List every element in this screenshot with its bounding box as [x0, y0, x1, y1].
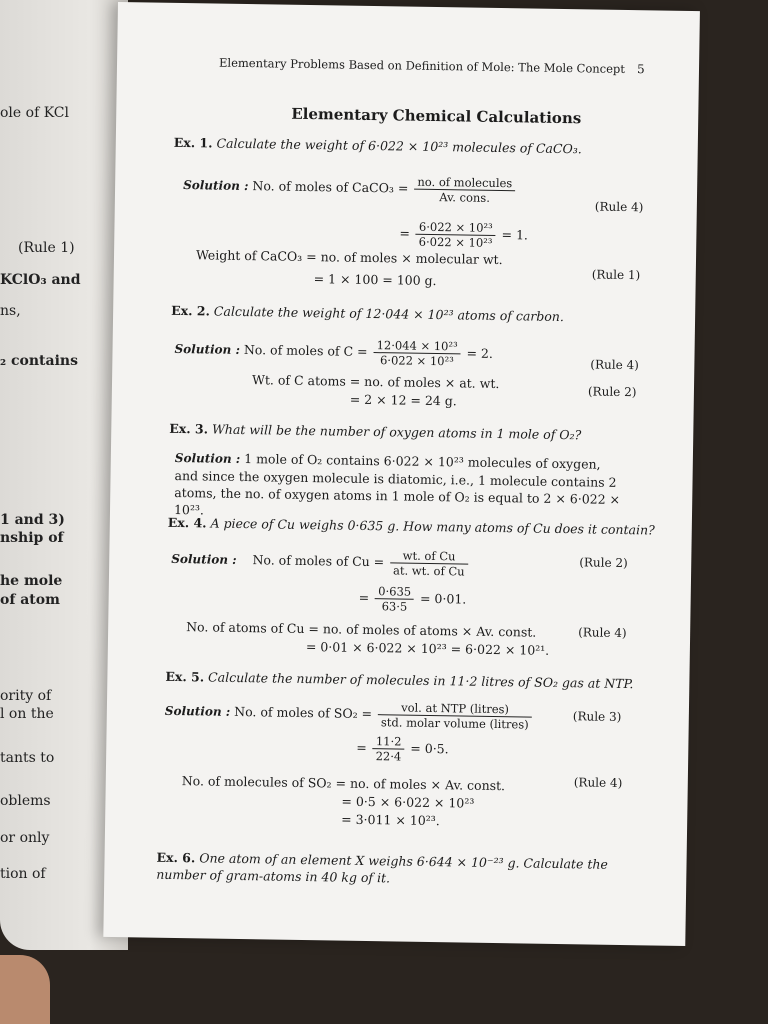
- ex4-solution-line2: = $\frac{0\cdot 635}{63\cdot 5}$ = 0·01.: [358, 584, 467, 614]
- left-fragment: oblems: [0, 793, 51, 809]
- ex5-label: Ex. 5.: [165, 668, 205, 685]
- ex1-question-line: [174, 135, 582, 156]
- ex5-solution-line1: [165, 697, 534, 732]
- ex3-question: What will be the number of oxygen atoms in 1 mole of O₂?: [211, 421, 582, 443]
- ex2-question: Calculate the weight of 12·044 × 10²³ atoms of carbon.: [213, 303, 564, 325]
- ex5-frac2-num: 11·2: [373, 734, 405, 749]
- ex2-line3: = 2 × 12 = 24 g.: [349, 391, 457, 409]
- ex4-rule1: (Rule 2): [579, 555, 628, 571]
- ex2-rule2: (Rule 2): [587, 384, 637, 400]
- ex4-frac1-den: at. wt. of Cu: [392, 563, 465, 579]
- left-fragment: nship of: [0, 530, 64, 546]
- ex5-question-line: [165, 669, 633, 691]
- ex2-rule1: (Rule 4): [590, 357, 639, 373]
- left-fragment: tion of: [0, 866, 46, 882]
- ex3-solution-text: 1 mole of O₂ contains 6·022 × 10²³ molecules of oxygen, and since the oxygen molecule is diatomic, i.e., 1 molecule contains 2 atoms, the no. of oxygen atoms in 1 mole of O₂ is equal to 2 × 6·022 × 10²³.: [173, 451, 621, 518]
- ex1-frac2-den: 6·022 × 10²³: [418, 234, 493, 250]
- ex5-line1-lhs: No. of moles of SO₂ =: [234, 703, 373, 722]
- ex5-line5: = 3·011 × 10²³.: [341, 811, 440, 829]
- left-fragment: of atom: [0, 592, 60, 608]
- ex4-label: Ex. 4.: [167, 514, 207, 531]
- ex2-fraction: [373, 338, 460, 368]
- ex4-line4: = 0·01 × 6·022 × 10²³ = 6·022 × 10²¹.: [305, 639, 550, 658]
- ex1-solution-line2: = $\frac{\text{6·022 × 10²³}}{\text{6·022 × 10²³}}$ = 1.: [399, 219, 529, 250]
- ex5-question: Calculate the number of molecules in 11·2 litres of SO₂ gas at NTP.: [208, 669, 634, 692]
- ex2-question-line: [171, 303, 564, 324]
- ex1-solution-line1: [183, 171, 517, 205]
- ex5-fraction2: [373, 734, 405, 763]
- left-fragment: ₂ contains: [0, 353, 78, 369]
- ex5-solution-line2: = $\frac{11\cdot 2}{22\cdot 4}$ = 0·5.: [356, 734, 449, 764]
- ex4-frac2-num: 0·635: [375, 584, 414, 600]
- ex4-line1-lhs: No. of moles of Cu =: [252, 552, 385, 570]
- ex1-fraction2: [416, 220, 496, 250]
- ex4-line3: No. of atoms of Cu = no. of moles of atoms × Av. const.: [186, 619, 537, 640]
- ex5-frac2-rhs: = 0·5.: [410, 740, 449, 757]
- ex1-line4: = 1 × 100 = 100 g.: [313, 271, 437, 289]
- ex5-line4: = 0·5 × 6·022 × 10²³: [341, 793, 475, 811]
- left-fragment: ole of KCl: [0, 105, 69, 121]
- ex1-line1-lhs: No. of moles of CaCO₃ =: [252, 178, 409, 196]
- ex2-line1-lhs: No. of moles of C =: [243, 342, 368, 359]
- ex6-question: One atom of an element X weighs 6·644 × 10⁻²³ g. Calculate the number of gram-atoms in 40 kg of it.: [156, 850, 608, 886]
- ex4-solution-label: Solution :: [171, 551, 237, 567]
- ex5-rule1: (Rule 3): [572, 709, 622, 724]
- left-fragment: 1 and 3): [0, 512, 65, 528]
- ex1-solution-label: Solution :: [183, 178, 249, 194]
- ex1-question: Calculate the weight of 6·022 × 10²³ molecules of CaCO₃.: [216, 135, 582, 157]
- ex2-frac-den: 6·022 × 10²³: [379, 353, 454, 369]
- ex6-label: Ex. 6.: [156, 849, 196, 866]
- ex4-frac2-rhs: = 0·01.: [419, 590, 467, 607]
- ex3-solution: [174, 449, 625, 525]
- ex1-frac1-den: Av. cons.: [439, 190, 491, 205]
- ex1-rule1: (Rule 4): [594, 199, 644, 215]
- left-fragment: ority of: [0, 688, 52, 704]
- section-title: Elementary Chemical Calculations: [291, 104, 582, 128]
- ex4-question: A piece of Cu weighs 0·635 g. How many atoms of Cu does it contain?: [210, 515, 655, 538]
- ex2-label: Ex. 2.: [171, 302, 211, 319]
- ex5-rule2: (Rule 4): [573, 775, 623, 791]
- thumb: [0, 955, 50, 1024]
- ex4-solution-line1: [171, 545, 470, 579]
- left-fragment: (Rule 1): [18, 240, 75, 256]
- ex1-frac2-num: 6·022 × 10²³: [416, 220, 496, 236]
- ex5-solution-label: Solution :: [164, 703, 231, 719]
- ex1-label: Ex. 1.: [173, 134, 213, 151]
- ex3-label: Ex. 3.: [169, 420, 209, 437]
- ex6-question-block: [156, 849, 626, 890]
- ex2-frac-num: 12·044 × 10²³: [374, 338, 461, 354]
- ex2-solution-line1: [174, 335, 493, 369]
- left-fragment: ns,: [0, 303, 21, 319]
- ex4-frac1-num: wt. of Cu: [390, 548, 468, 564]
- ex1-line3: Weight of CaCO₃ = no. of moles × molecular wt.: [195, 247, 503, 268]
- ex5-frac2-den: 22·4: [375, 749, 402, 764]
- right-page: [103, 2, 700, 946]
- ex1-frac1-num: no. of molecules: [414, 175, 515, 192]
- ex2-line2: Wt. of C atoms = no. of moles × at. wt.: [251, 372, 500, 392]
- ex5-frac1-num: vol. at NTP (litres): [378, 700, 532, 717]
- ex1-frac2-rhs: = 1.: [501, 227, 529, 243]
- left-fragment: he mole: [0, 573, 63, 589]
- left-fragment: or only: [0, 830, 50, 846]
- page-number: 5: [636, 62, 645, 77]
- ex4-fraction1: [390, 548, 468, 578]
- left-fragment: KClO₃ and: [0, 272, 81, 288]
- ex1-rule2: (Rule 1): [591, 267, 641, 283]
- left-fragment: tants to: [0, 750, 55, 766]
- ex3-question-line: [169, 421, 581, 442]
- ex5-frac1-den: std. molar volume (litres): [380, 715, 529, 732]
- ex2-frac-rhs: = 2.: [466, 345, 494, 361]
- ex2-solution-label: Solution :: [174, 341, 241, 357]
- ex4-fraction2: [375, 584, 414, 614]
- ex5-fraction1: [378, 700, 532, 731]
- running-header: Elementary Problems Based on Definition of Mole: The Mole Concept: [218, 55, 626, 76]
- left-fragment: l on the: [0, 706, 54, 722]
- ex3-solution-label: Solution :: [174, 450, 241, 466]
- ex1-fraction1: [414, 175, 515, 206]
- ex5-line3: No. of molecules of SO₂ = no. of moles × Av. const.: [181, 773, 506, 794]
- ex4-rule2: (Rule 4): [578, 625, 627, 641]
- ex4-frac2-den: 63·5: [381, 599, 408, 614]
